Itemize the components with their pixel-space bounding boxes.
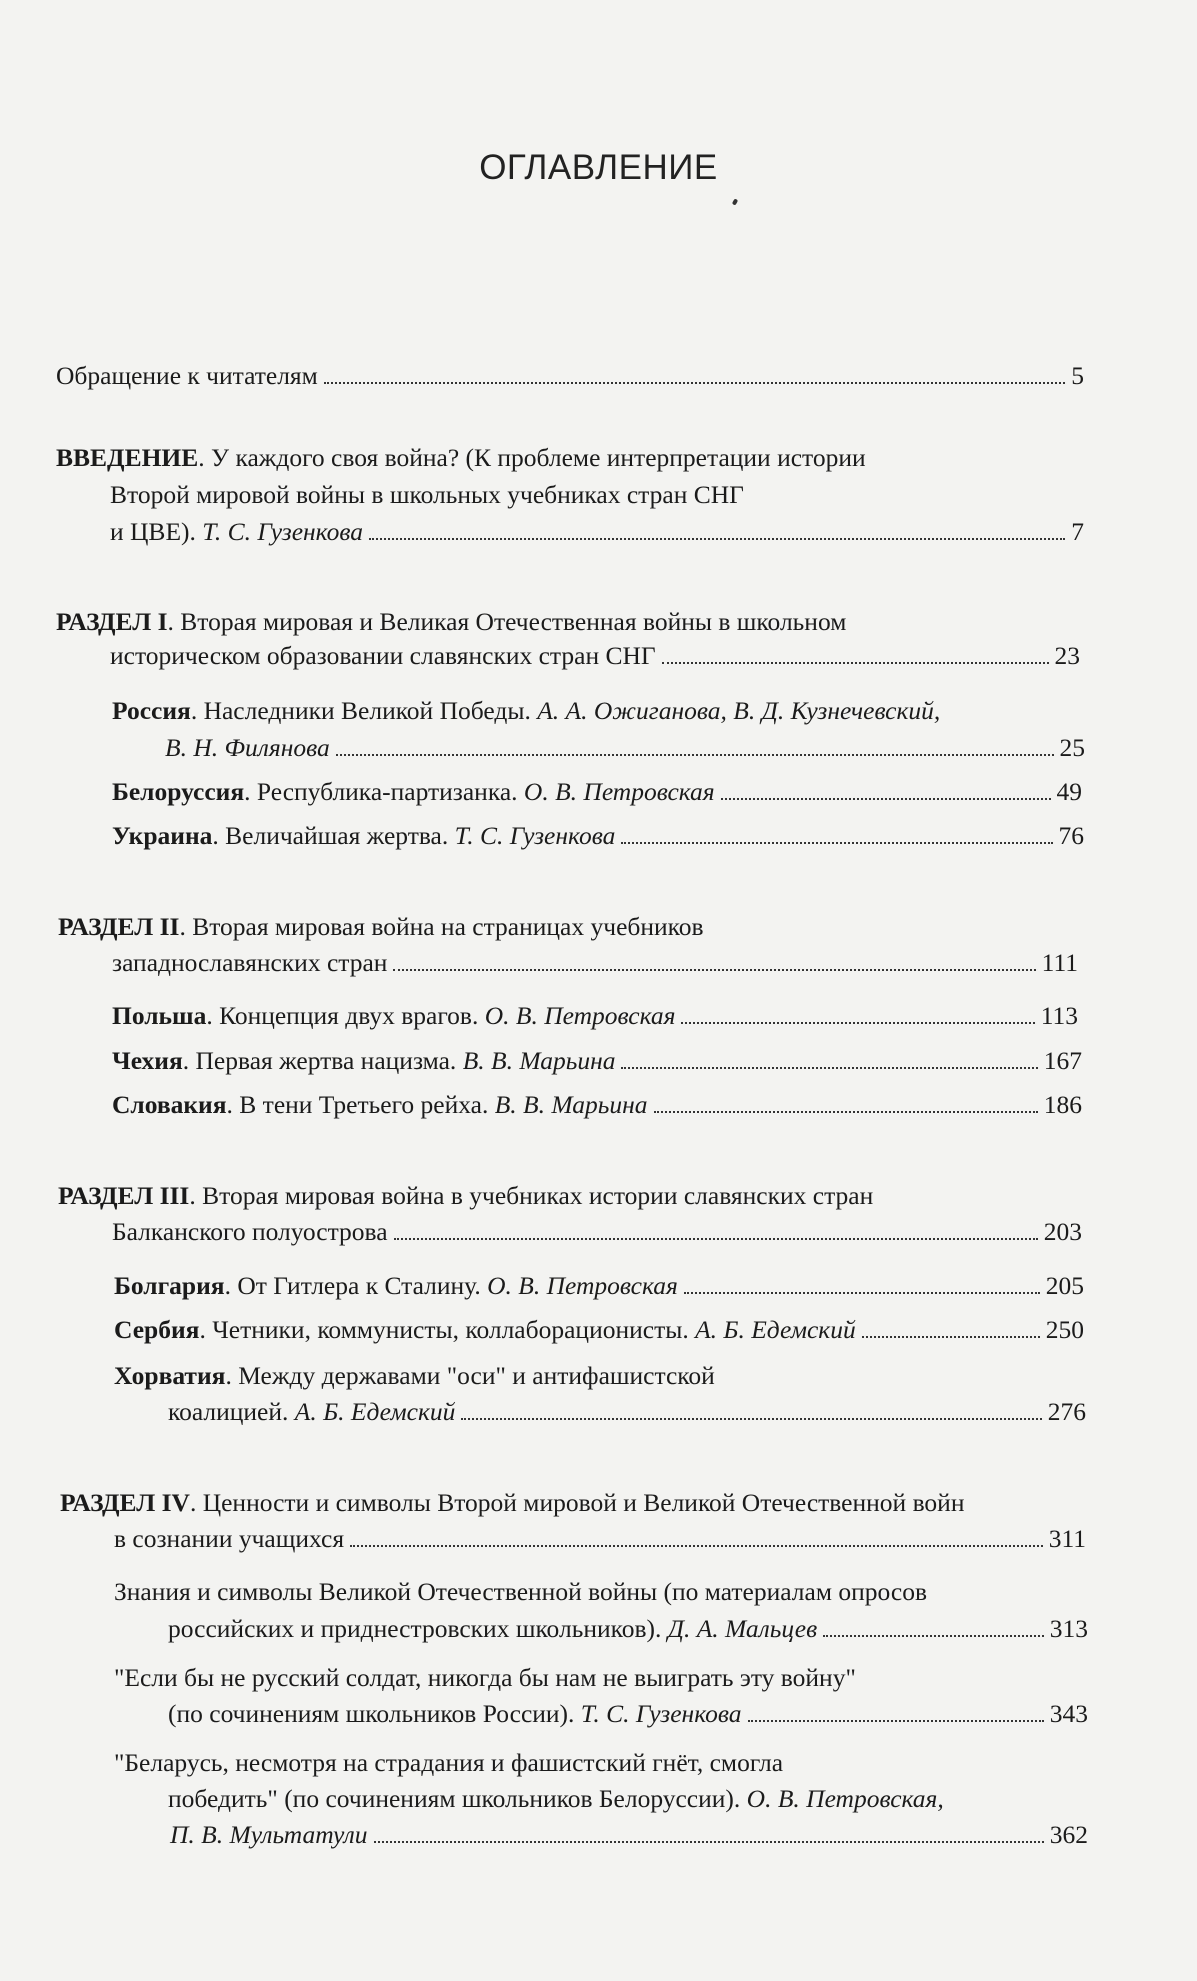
page-title: ОГЛАВЛЕНИЕ: [479, 148, 718, 187]
page-number: 311: [1048, 1524, 1086, 1553]
leader-dots: [862, 1312, 1040, 1338]
toc-entry-survey-line1[interactable]: Знания и символы Великой Отечественной войны (по материалам опросов: [114, 1577, 927, 1606]
toc-entry-belarus[interactable]: Белоруссия. Республика-партизанка. О. В. Петровская 49: [112, 774, 1082, 810]
country-label: Болгария: [114, 1271, 225, 1300]
toc-entry-slovakia[interactable]: Словакия. В тени Третьего рейха. В. В. Марьина 186: [112, 1087, 1082, 1123]
page-number: 186: [1043, 1090, 1082, 1119]
toc-entry-bulgaria[interactable]: Болгария. От Гитлера к Сталину. О. В. Петровская 205: [114, 1268, 1084, 1304]
toc-entry-serbia[interactable]: Сербия. Четники, коммунисты, коллаборационисты. А. Б. Едемский 250: [114, 1312, 1084, 1348]
author: П. В. Мультатули: [170, 1820, 368, 1849]
country-label: Чехия: [112, 1046, 183, 1075]
toc-entry-appeal[interactable]: [56, 358, 1084, 394]
leader-dots: [621, 1043, 1037, 1069]
author: А. Б. Едемский: [695, 1315, 856, 1344]
toc-entry-croatia-line2[interactable]: коалицией. А. Б. Едемский 276: [168, 1394, 1086, 1430]
toc-section4-line1[interactable]: РАЗДЕЛ IV. Ценности и символы Второй мировой и Великой Отечественной войн: [60, 1488, 965, 1517]
ink-speck: [732, 198, 738, 205]
page-number: 203: [1043, 1217, 1082, 1246]
section-label: ВВЕДЕНИЕ: [56, 443, 199, 472]
toc-entry-russian-soldier-line1[interactable]: "Если бы не русский солдат, никогда бы нам не выиграть эту войну": [114, 1663, 856, 1692]
section-label: РАЗДЕЛ III: [58, 1181, 190, 1210]
leader-dots: [336, 730, 1054, 756]
toc-entry-czechia[interactable]: Чехия. Первая жертва нацизма. В. В. Марьина 167: [112, 1043, 1082, 1079]
toc-entry-ukraine[interactable]: Украина. Величайшая жертва. Т. С. Гузенкова 76: [112, 818, 1084, 854]
leader-dots: [350, 1521, 1043, 1547]
author: А. Б. Едемский: [294, 1397, 456, 1426]
author: В. В. Марьина: [462, 1046, 616, 1075]
leader-dots: [394, 1214, 1038, 1240]
leader-dots: [369, 514, 1065, 540]
toc-section1-line1[interactable]: РАЗДЕЛ I. Вторая мировая и Великая Отечественная войны в школьном: [56, 607, 847, 636]
leader-dots: [662, 638, 1049, 664]
toc-intro-line3[interactable]: и ЦВЕ). Т. С. Гузенкова 7: [110, 514, 1084, 550]
page-number: 76: [1058, 821, 1084, 850]
toc-section3-line1[interactable]: РАЗДЕЛ III. Вторая мировая война в учебниках истории славянских стран: [58, 1181, 874, 1210]
author: О. В. Петровская: [487, 1271, 678, 1300]
section-label: РАЗДЕЛ IV: [60, 1488, 190, 1517]
leader-dots: [681, 998, 1034, 1024]
page-number: 5: [1071, 361, 1084, 390]
country-label: Украина: [112, 821, 213, 850]
leader-dots: [684, 1268, 1040, 1294]
toc-entry-russia-line2[interactable]: [165, 730, 1085, 766]
country-label: Польша: [112, 1001, 207, 1030]
author: Т. С. Гузенкова: [202, 517, 364, 546]
author: В. В. Марьина: [494, 1090, 648, 1119]
page-number: 25: [1059, 733, 1085, 762]
page-number: 250: [1045, 1315, 1084, 1344]
author: В. Н. Филянова: [165, 733, 330, 762]
toc-entry-belarus-essays-line3[interactable]: [170, 1817, 1088, 1853]
toc-section4-line2[interactable]: в сознании учащихся 311: [114, 1521, 1086, 1557]
country-label: Хорватия: [114, 1361, 226, 1390]
author: Т. С. Гузенкова: [580, 1699, 742, 1728]
leader-dots: [461, 1394, 1041, 1420]
toc-entry-poland[interactable]: Польша. Концепция двух врагов. О. В. Петровская 113: [112, 998, 1078, 1034]
leader-dots: [748, 1696, 1044, 1722]
leader-dots: [654, 1087, 1038, 1113]
section-label: РАЗДЕЛ II: [58, 912, 180, 941]
author: Д. А. Мальцев: [667, 1614, 818, 1643]
leader-dots: [823, 1611, 1044, 1637]
leader-dots: [393, 945, 1035, 971]
toc-section3-line2[interactable]: Балканского полуострова 203: [112, 1214, 1082, 1250]
page-number: 362: [1049, 1820, 1088, 1849]
toc-section2-line2[interactable]: западнославянских стран 111: [112, 945, 1078, 981]
toc-entry-croatia[interactable]: Хорватия. Между державами "оси" и антифашистской: [114, 1361, 715, 1390]
author: Т. С. Гузенкова: [454, 821, 616, 850]
page-number: 343: [1049, 1699, 1088, 1728]
author: О. В. Петровская: [523, 777, 715, 806]
toc-entry-belarus-essays-line2: победить" (по сочинениям школьников Белоруссии). О. В. Петровская,: [168, 1784, 944, 1813]
author: А. А. Ожиганова, В. Д. Кузнечевский,: [537, 696, 941, 725]
author: О. В. Петровская: [484, 1001, 676, 1030]
leader-dots: [621, 818, 1052, 844]
page-number: 205: [1045, 1271, 1084, 1300]
leader-dots: [324, 358, 1065, 384]
toc-entry-belarus-essays-line1[interactable]: "Беларусь, несмотря на страдания и фашистский гнёт, смогла: [114, 1748, 784, 1777]
author: О. В. Петровская,: [746, 1784, 944, 1813]
leader-dots: [374, 1817, 1044, 1843]
entry-text: Обращение к читателям: [56, 361, 318, 390]
page-number: 49: [1056, 777, 1082, 806]
page-number: 313: [1049, 1614, 1088, 1643]
page-number: 23: [1054, 641, 1080, 670]
toc-entry-survey-line2[interactable]: российских и приднестровских школьников). Д. А. Мальцев 313: [168, 1611, 1088, 1647]
section-label: РАЗДЕЛ I: [56, 607, 168, 636]
toc-intro-line1[interactable]: ВВЕДЕНИЕ. У каждого своя война? (К проблеме интерпретации истории: [56, 443, 866, 472]
toc-section1-line2[interactable]: историческом образовании славянских стран СНГ 23: [110, 638, 1080, 674]
toc-intro-line2: Второй мировой войны в школьных учебниках стран СНГ: [110, 480, 744, 509]
leader-dots: [721, 774, 1051, 800]
country-label: Словакия: [112, 1090, 227, 1119]
page-number: 276: [1047, 1397, 1086, 1426]
page-number: 111: [1041, 948, 1078, 977]
page-number: 7: [1071, 517, 1084, 546]
page-number: 167: [1043, 1046, 1082, 1075]
page-number: 113: [1040, 1001, 1078, 1030]
toc-section2-line1[interactable]: РАЗДЕЛ II. Вторая мировая война на страницах учебников: [58, 912, 704, 941]
toc-entry-russia[interactable]: Россия. Наследники Великой Победы. А. А. Ожиганова, В. Д. Кузнечевский,: [112, 696, 941, 725]
country-label: Сербия: [114, 1315, 200, 1344]
country-label: Россия: [112, 696, 191, 725]
country-label: Белоруссия: [112, 777, 245, 806]
toc-entry-russian-soldier-line2[interactable]: (по сочинениям школьников России). Т. С. Гузенкова 343: [168, 1696, 1088, 1732]
